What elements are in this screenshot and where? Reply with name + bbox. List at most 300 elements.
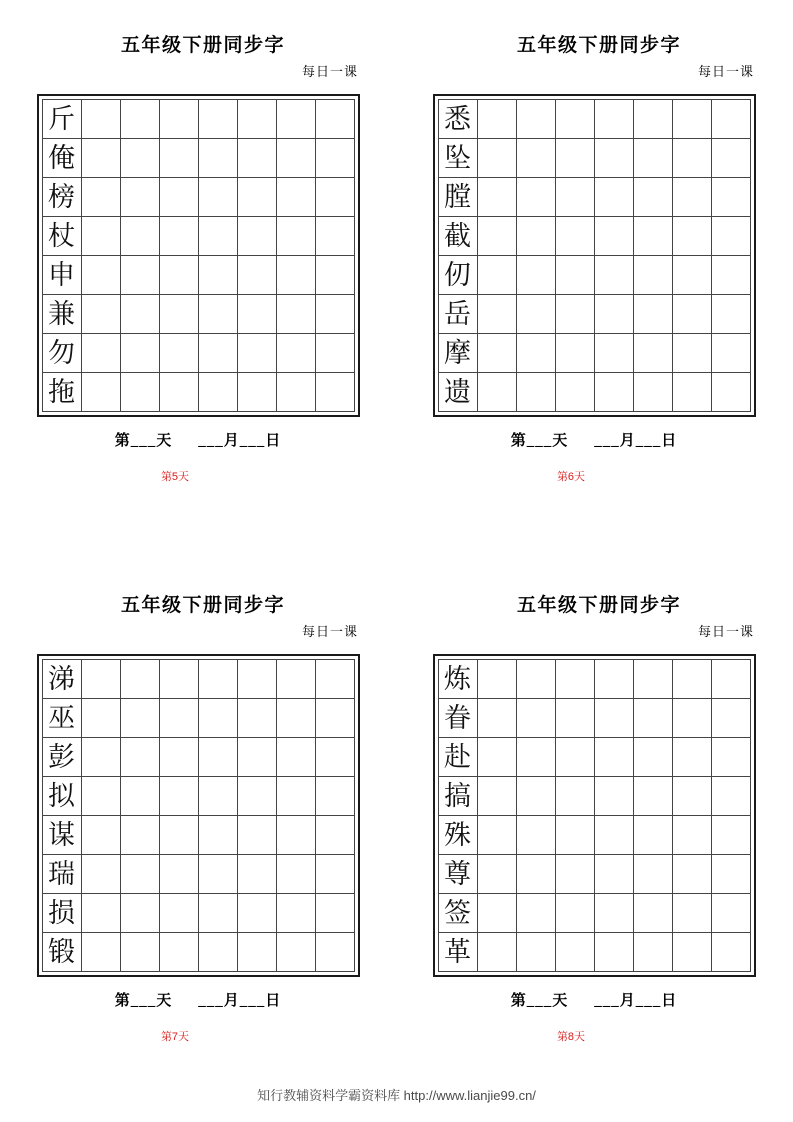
- character-grid-row: [42, 816, 354, 855]
- practice-cell: [711, 373, 750, 412]
- practice-cell: [81, 699, 120, 738]
- practice-cell: [516, 100, 555, 139]
- practice-cell: [594, 256, 633, 295]
- practice-cell: [711, 855, 750, 894]
- practice-cell: [315, 816, 354, 855]
- practice-cell: [120, 816, 159, 855]
- practice-cell: [594, 100, 633, 139]
- practice-cell: [555, 295, 594, 334]
- sheet-footer: [396, 989, 792, 1010]
- practice-cell: [672, 699, 711, 738]
- practice-cell: [237, 894, 276, 933]
- practice-cell: [711, 933, 750, 972]
- character-grid-row: [438, 295, 750, 334]
- practice-cell: [633, 217, 672, 256]
- practice-cell: [237, 699, 276, 738]
- practice-cell: [315, 777, 354, 816]
- practice-cell: [315, 295, 354, 334]
- practice-cell: [633, 100, 672, 139]
- practice-cell: [159, 777, 198, 816]
- practice-cell: [633, 777, 672, 816]
- practice-cell: [159, 178, 198, 217]
- practice-cell: [120, 660, 159, 699]
- practice-cell: [120, 139, 159, 178]
- practice-cell: [120, 777, 159, 816]
- practice-cell: [711, 178, 750, 217]
- practice-cell: [594, 373, 633, 412]
- practice-cell: [159, 699, 198, 738]
- practice-cell: [198, 816, 237, 855]
- sheet-subtitle: 每日一课: [697, 64, 754, 79]
- practice-cell: [516, 894, 555, 933]
- footer-month-suffix: 月: [619, 993, 636, 1009]
- model-character-cell: 殊: [438, 816, 477, 855]
- model-character-cell: 俺: [42, 139, 81, 178]
- practice-cell: [594, 894, 633, 933]
- practice-cell: [516, 933, 555, 972]
- footer-day-blank: ___: [526, 993, 553, 1009]
- character-grid-row: [42, 334, 354, 373]
- sheet-title: 五年级下册同步字: [516, 595, 681, 616]
- practice-cell: [237, 178, 276, 217]
- practice-cell: [159, 100, 198, 139]
- practice-cell: [555, 699, 594, 738]
- practice-cell: [516, 816, 555, 855]
- practice-cell: [516, 699, 555, 738]
- practice-cell: [594, 699, 633, 738]
- practice-cell: [120, 217, 159, 256]
- practice-cell: [315, 855, 354, 894]
- model-character-cell: 巫: [42, 699, 81, 738]
- practice-cell: [276, 217, 315, 256]
- practice-cell: [594, 295, 633, 334]
- practice-cell: [711, 894, 750, 933]
- practice-cell: [711, 100, 750, 139]
- practice-cell: [672, 738, 711, 777]
- practice-cell: [633, 139, 672, 178]
- model-character-cell: 彭: [42, 738, 81, 777]
- practice-cell: [672, 334, 711, 373]
- practice-cell: [159, 855, 198, 894]
- practice-cell: [477, 295, 516, 334]
- practice-cell: [237, 334, 276, 373]
- practice-cell: [594, 660, 633, 699]
- practice-cell: [276, 933, 315, 972]
- sheet-title: 五年级下册同步字: [120, 595, 285, 616]
- model-character-cell: 赴: [438, 738, 477, 777]
- practice-cell: [477, 256, 516, 295]
- practice-sheet-4: [396, 560, 792, 1100]
- character-grid-row: [42, 777, 354, 816]
- practice-cell: [276, 100, 315, 139]
- model-character-cell: 拟: [42, 777, 81, 816]
- character-grid-row: [438, 100, 750, 139]
- practice-sheet-2: [396, 0, 792, 560]
- practice-cell: [120, 373, 159, 412]
- practice-cell: [477, 139, 516, 178]
- character-grid-wrap: [396, 654, 792, 977]
- practice-cell: [555, 816, 594, 855]
- practice-cell: [120, 738, 159, 777]
- model-character-cell: 杖: [42, 217, 81, 256]
- character-grid-wrap: [0, 654, 396, 977]
- practice-cell: [315, 256, 354, 295]
- practice-cell: [198, 894, 237, 933]
- character-grid-row: [42, 100, 354, 139]
- practice-cell: [276, 178, 315, 217]
- character-grid-row: [438, 256, 750, 295]
- model-character-cell: 申: [42, 256, 81, 295]
- footer-date-blank: ___: [239, 993, 266, 1009]
- practice-cell: [594, 855, 633, 894]
- day-tag-label: 第5天: [160, 471, 190, 483]
- character-grid-row: [42, 894, 354, 933]
- footer-date-suffix: 日: [265, 993, 282, 1009]
- footer-day-prefix: 第: [114, 433, 131, 449]
- practice-cell: [594, 217, 633, 256]
- practice-cell: [516, 217, 555, 256]
- practice-cell: [711, 738, 750, 777]
- practice-cell: [81, 660, 120, 699]
- character-grid: [433, 94, 756, 417]
- sheet-title: 五年级下册同步字: [120, 35, 285, 56]
- practice-cell: [237, 855, 276, 894]
- practice-cell: [120, 100, 159, 139]
- character-grid-table: [438, 659, 751, 972]
- practice-cell: [555, 178, 594, 217]
- character-grid-row: [438, 373, 750, 412]
- practice-cell: [633, 295, 672, 334]
- character-grid: [37, 94, 360, 417]
- practice-cell: [198, 373, 237, 412]
- practice-cell: [555, 738, 594, 777]
- practice-cell: [159, 139, 198, 178]
- practice-cell: [555, 100, 594, 139]
- character-grid-row: [42, 660, 354, 699]
- practice-cell: [198, 699, 237, 738]
- practice-cell: [555, 373, 594, 412]
- practice-cell: [198, 178, 237, 217]
- practice-cell: [237, 738, 276, 777]
- day-tag-label: 第6天: [556, 471, 586, 483]
- practice-cell: [594, 178, 633, 217]
- footer-date-blank: ___: [635, 993, 662, 1009]
- practice-cell: [237, 295, 276, 334]
- practice-cell: [633, 660, 672, 699]
- character-grid-row: [42, 855, 354, 894]
- practice-cell: [315, 933, 354, 972]
- practice-cell: [711, 256, 750, 295]
- footer-day-prefix: 第: [114, 993, 131, 1009]
- character-grid: [37, 654, 360, 977]
- character-grid-row: [438, 217, 750, 256]
- practice-cell: [633, 894, 672, 933]
- practice-cell: [276, 894, 315, 933]
- practice-cell: [633, 933, 672, 972]
- practice-cell: [516, 660, 555, 699]
- model-character-cell: 锻: [42, 933, 81, 972]
- practice-cell: [477, 933, 516, 972]
- practice-cell: [711, 334, 750, 373]
- day-tag: [0, 468, 396, 484]
- model-character-cell: 瑞: [42, 855, 81, 894]
- sheet-subtitle: 每日一课: [301, 624, 358, 639]
- footer-day-prefix: 第: [510, 993, 527, 1009]
- practice-cell: [276, 777, 315, 816]
- footer-month-suffix: 月: [223, 433, 240, 449]
- practice-cell: [276, 855, 315, 894]
- footer-month-suffix: 月: [619, 433, 636, 449]
- practice-cell: [315, 738, 354, 777]
- practice-cell: [159, 738, 198, 777]
- practice-cell: [237, 933, 276, 972]
- practice-cell: [594, 738, 633, 777]
- practice-cell: [237, 816, 276, 855]
- model-character-cell: 签: [438, 894, 477, 933]
- practice-cell: [633, 699, 672, 738]
- practice-cell: [672, 777, 711, 816]
- character-grid-row: [42, 139, 354, 178]
- character-grid-wrap: [396, 94, 792, 417]
- character-grid-row: [42, 178, 354, 217]
- practice-cell: [315, 699, 354, 738]
- practice-cell: [555, 855, 594, 894]
- practice-cell: [516, 373, 555, 412]
- model-character-cell: 谋: [42, 816, 81, 855]
- practice-cell: [555, 777, 594, 816]
- character-grid-row: [438, 334, 750, 373]
- practice-cell: [555, 933, 594, 972]
- sheet-title: 五年级下册同步字: [516, 35, 681, 56]
- practice-cell: [516, 738, 555, 777]
- character-grid-row: [438, 933, 750, 972]
- practice-sheet-3: [0, 560, 396, 1100]
- practice-sheet-1: [0, 0, 396, 560]
- practice-cell: [159, 334, 198, 373]
- character-grid-row: [438, 894, 750, 933]
- practice-cell: [198, 738, 237, 777]
- practice-cell: [237, 660, 276, 699]
- day-tag-label: 第7天: [160, 1031, 190, 1043]
- practice-cell: [276, 139, 315, 178]
- footer-day-blank: ___: [130, 993, 157, 1009]
- character-grid-row: [438, 178, 750, 217]
- practice-cell: [672, 256, 711, 295]
- practice-cell: [276, 373, 315, 412]
- practice-cell: [477, 738, 516, 777]
- character-grid-row: [42, 217, 354, 256]
- practice-cell: [276, 334, 315, 373]
- practice-cell: [81, 777, 120, 816]
- practice-cell: [477, 816, 516, 855]
- character-grid: [433, 654, 756, 977]
- practice-cell: [120, 295, 159, 334]
- model-character-cell: 岳: [438, 295, 477, 334]
- character-grid-row: [42, 933, 354, 972]
- practice-cell: [237, 777, 276, 816]
- practice-cell: [672, 217, 711, 256]
- practice-cell: [81, 855, 120, 894]
- model-character-cell: 榜: [42, 178, 81, 217]
- character-grid-row: [438, 777, 750, 816]
- character-grid-row: [438, 816, 750, 855]
- practice-cell: [672, 139, 711, 178]
- practice-cell: [81, 738, 120, 777]
- practice-cell: [477, 894, 516, 933]
- practice-cell: [633, 178, 672, 217]
- practice-cell: [672, 100, 711, 139]
- practice-cell: [81, 894, 120, 933]
- practice-cell: [81, 100, 120, 139]
- model-character-cell: 摩: [438, 334, 477, 373]
- practice-cell: [555, 660, 594, 699]
- character-grid-row: [42, 256, 354, 295]
- practice-cell: [594, 933, 633, 972]
- footer-date-suffix: 日: [661, 433, 678, 449]
- footer-date-suffix: 日: [265, 433, 282, 449]
- character-grid-row: [42, 373, 354, 412]
- practice-cell: [711, 295, 750, 334]
- practice-cell: [120, 334, 159, 373]
- practice-cell: [594, 334, 633, 373]
- practice-cell: [711, 660, 750, 699]
- practice-cell: [276, 738, 315, 777]
- practice-cell: [477, 178, 516, 217]
- practice-cell: [198, 100, 237, 139]
- sheet-footer: [0, 989, 396, 1010]
- practice-cell: [237, 217, 276, 256]
- practice-cell: [633, 738, 672, 777]
- practice-cell: [711, 217, 750, 256]
- practice-cell: [237, 139, 276, 178]
- practice-cell: [315, 217, 354, 256]
- practice-cell: [516, 295, 555, 334]
- practice-cell: [315, 334, 354, 373]
- practice-cell: [81, 139, 120, 178]
- model-character-cell: 坠: [438, 139, 477, 178]
- practice-cell: [159, 660, 198, 699]
- sheet-footer: [0, 429, 396, 450]
- model-character-cell: 损: [42, 894, 81, 933]
- practice-cell: [81, 217, 120, 256]
- practice-cell: [198, 855, 237, 894]
- practice-cell: [237, 256, 276, 295]
- model-character-cell: 截: [438, 217, 477, 256]
- practice-cell: [594, 139, 633, 178]
- practice-cell: [276, 660, 315, 699]
- model-character-cell: 膛: [438, 178, 477, 217]
- practice-cell: [711, 816, 750, 855]
- practice-cell: [198, 777, 237, 816]
- practice-cell: [633, 256, 672, 295]
- practice-cell: [516, 334, 555, 373]
- footer-month-blank: ___: [594, 433, 620, 449]
- model-character-cell: 涕: [42, 660, 81, 699]
- model-character-cell: 眷: [438, 699, 477, 738]
- practice-cell: [711, 777, 750, 816]
- practice-cell: [672, 816, 711, 855]
- practice-cell: [198, 217, 237, 256]
- footer-day-blank: ___: [130, 433, 157, 449]
- character-grid-wrap: [0, 94, 396, 417]
- practice-cell: [120, 699, 159, 738]
- practice-cell: [477, 217, 516, 256]
- practice-cell: [276, 816, 315, 855]
- model-character-cell: 仞: [438, 256, 477, 295]
- practice-cell: [315, 894, 354, 933]
- footer-date-blank: ___: [239, 433, 266, 449]
- footer-month-suffix: 月: [223, 993, 240, 1009]
- practice-cell: [276, 699, 315, 738]
- character-grid-row: [42, 295, 354, 334]
- practice-cell: [555, 894, 594, 933]
- character-grid-row: [438, 855, 750, 894]
- character-grid-table: [42, 659, 355, 972]
- practice-cell: [477, 777, 516, 816]
- model-character-cell: 悉: [438, 100, 477, 139]
- footer-day-suffix: 天: [156, 993, 173, 1009]
- practice-cell: [315, 139, 354, 178]
- practice-cell: [81, 178, 120, 217]
- practice-cell: [555, 334, 594, 373]
- practice-cell: [159, 816, 198, 855]
- practice-cell: [516, 178, 555, 217]
- character-grid-row: [42, 699, 354, 738]
- day-tag-label: 第8天: [556, 1031, 586, 1043]
- practice-cell: [477, 660, 516, 699]
- model-character-cell: 炼: [438, 660, 477, 699]
- practice-cell: [672, 660, 711, 699]
- practice-cell: [633, 373, 672, 412]
- practice-cell: [633, 334, 672, 373]
- footer-day-suffix: 天: [156, 433, 173, 449]
- model-character-cell: 斤: [42, 100, 81, 139]
- practice-cell: [237, 100, 276, 139]
- practice-cell: [672, 373, 711, 412]
- practice-cell: [159, 217, 198, 256]
- practice-cell: [159, 894, 198, 933]
- practice-cell: [672, 894, 711, 933]
- practice-cell: [477, 855, 516, 894]
- practice-cell: [159, 295, 198, 334]
- footer-month-blank: ___: [594, 993, 620, 1009]
- practice-cell: [198, 933, 237, 972]
- footer-day-suffix: 天: [552, 433, 569, 449]
- practice-cell: [594, 777, 633, 816]
- model-character-cell: 革: [438, 933, 477, 972]
- footer-day-suffix: 天: [552, 993, 569, 1009]
- practice-cell: [672, 178, 711, 217]
- practice-cell: [672, 855, 711, 894]
- practice-cell: [315, 100, 354, 139]
- footer-month-blank: ___: [198, 993, 224, 1009]
- day-tag: [0, 1028, 396, 1044]
- practice-cell: [633, 855, 672, 894]
- practice-cell: [672, 933, 711, 972]
- day-tag: [396, 468, 792, 484]
- practice-cell: [516, 777, 555, 816]
- practice-cell: [81, 334, 120, 373]
- character-grid-table: [438, 99, 751, 412]
- practice-cell: [477, 699, 516, 738]
- practice-cell: [315, 178, 354, 217]
- practice-cell: [276, 295, 315, 334]
- practice-cell: [315, 660, 354, 699]
- day-tag: [396, 1028, 792, 1044]
- practice-cell: [120, 933, 159, 972]
- sheet-subtitle: 每日一课: [301, 64, 358, 79]
- practice-cell: [159, 373, 198, 412]
